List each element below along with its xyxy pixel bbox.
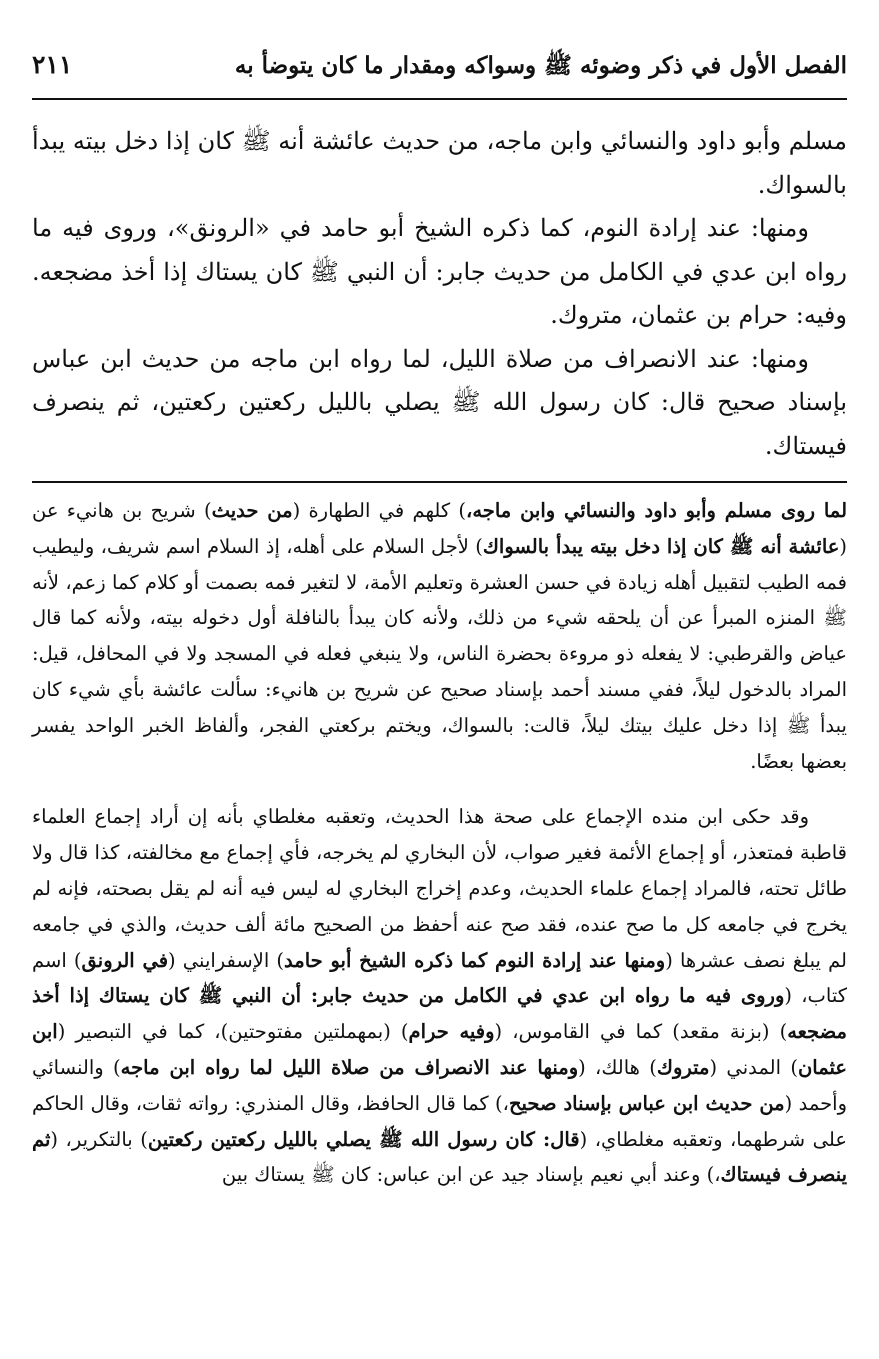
matn-quote: في الرونق: [81, 948, 169, 972]
commentary-run: ،) كما قال الحافظ، وقال المنذري: رواته ثقات، وقال الحاكم على شرطهما، وتعقبه مغلطاي، (: [32, 1091, 847, 1151]
commentary-paragraph: [32, 799, 847, 1193]
commentary-run: ) (بمهملتين مفتوحتين)، كما في التبصير (: [57, 1020, 409, 1044]
commentary-run: ،) وعند أبي نعيم بإسناد جيد عن ابن عباس: كان ﷺ يستاك بين: [221, 1163, 721, 1187]
commentary-run: ) المدني (: [709, 1055, 798, 1079]
commentary-run: وقد حكى ابن منده الإجماع على صحة هذا الحديث، وتعقبه مغلطاي بأنه إن أراد إجماع العلماء قاطبة فمتعذر، أو إجماع الأئمة فغير صواب، لأن البخاري لم يخرجه، فأي إجماع مع مخالفته، كذا قال ولا طائل تحته، فالمراد إجماع علماء الحديث، وعدم إخراج البخاري له ليس فيه أنه لم يقل بصحته، فإنه لم يخرج في جامعه كل ما صح عنده، فقد صح عنه أحفظ من الصحيح مائة ألف حديث، والذي في جامعه لم يبلغ نصف عشرها (: [32, 805, 847, 972]
main-paragraph: ومنها: عند إرادة النوم، كما ذكره الشيخ أبو حامد في «الرونق»، وروى فيه ما رواه ابن عدي في الكامل من حديث جابر: أن النبي ﷺ كان يستاك إذا أخذ مضجعه. وفيه: حرام بن عثمان، متروك.: [32, 214, 848, 329]
matn-quote: قال: كان رسول الله ﷺ يصلي بالليل ركعتين ركعتين: [147, 1127, 580, 1151]
matn-quote: ثم ينصرف فيستاك: [32, 1127, 847, 1187]
commentary-run: ) هالك، (: [578, 1055, 657, 1079]
matn-quote: ومنها عند الانصراف من صلاة الليل لما رواه ابن ماجه: [120, 1055, 579, 1079]
header-rule: [32, 98, 847, 100]
commentary-run: ) الإسفرايني (: [168, 948, 285, 972]
main-paragraph: ومنها: عند الانصراف من صلاة الليل، لما رواه ابن ماجه من حديث ابن عباس بإسناد صحيح قال: كان رسول الله ﷺ يصلي بالليل ركعتين ركعتين، ثم ينصرف فيستاك.: [32, 344, 847, 460]
matn-quote: وفيه حرام: [408, 1020, 495, 1044]
commentary-paragraph: [32, 493, 847, 779]
matn-quote: ابن عثمان: [32, 1020, 847, 1079]
commentary-run: ) والنسائي وأحمد (: [32, 1055, 847, 1115]
main-text: [32, 120, 847, 468]
matn-quote: وروى فيه ما رواه ابن عدي في الكامل من حديث جابر: أن النبي ﷺ كان يستاك إذا أخذ مضجعه: [32, 984, 847, 1044]
commentary: [32, 493, 847, 1193]
commentary-run: ) كلهم في الطهارة (: [292, 499, 467, 522]
main-paragraph: مسلم وأبو داود والنسائي وابن ماجه، من حديث عائشة أنه ﷺ كان إذا دخل بيته يبدأ بالسواك.: [32, 127, 847, 199]
commentary-run: ) اسم كتاب، (: [32, 948, 847, 1008]
commentary-run: ) لأجل السلام على أهله، إذ السلام اسم شريف، وليطيب فمه الطيب لتقبيل أهله زيادة في حسن العشرة وتعليم الأمة، لا لتغير فمه بصمت أو كلام كما زعم، لأنه ﷺ المنزه المبرأ عن أن يلحقه شيء من ذلك، ولأنه كان يبدأ بالنافلة أول دخوله بيته، ولأنه كما قال عياض والقرطبي: لا يفعله ذو مروءة بحضرة الناس، ولا ينبغي فعله في المسجد ولا في المحافل، قيل: المراد بالدخول ليلاً، ففي مسند أحمد بإسناد صحيح عن شريح بن هانيء: سألت عائشة بأي شيء كان يبدأ ﷺ إذا دخل عليك بيتك ليلاً، قالت: بالسواك، ويختم بركعتي الفجر، وألفاظ الخبر الواحد يفسر بعضها بعضًا.: [32, 534, 847, 773]
commentary-run: ) بالتكرير، (: [50, 1127, 148, 1151]
commentary-run: ) شريح بن هانيء عن (: [32, 499, 848, 558]
running-title: الفصل الأول في ذكر وضوئه ﷺ وسواكه ومقدار ما كان يتوضأ به: [234, 52, 847, 79]
matn-quote: متروك: [656, 1055, 710, 1079]
commentary-run: ) (بزنة مقعد) كما في القاموس، (: [494, 1020, 788, 1044]
page-number: ٢١١: [32, 50, 73, 79]
page-header: [32, 50, 847, 85]
matn-quote: لما روى مسلم وأبو داود والنسائي وابن ماجه،: [466, 499, 848, 522]
matn-quote: من حديث ابن عباس بإسناد صحيح: [508, 1091, 785, 1115]
matn-quote: من حديث: [211, 499, 293, 522]
matn-quote: ومنها عند إرادة النوم كما ذكره الشيخ أبو حامد: [284, 948, 666, 972]
separator-rule: [32, 481, 847, 483]
matn-quote: عائشة أنه ﷺ كان إذا دخل بيته يبدأ بالسواك: [482, 534, 840, 558]
